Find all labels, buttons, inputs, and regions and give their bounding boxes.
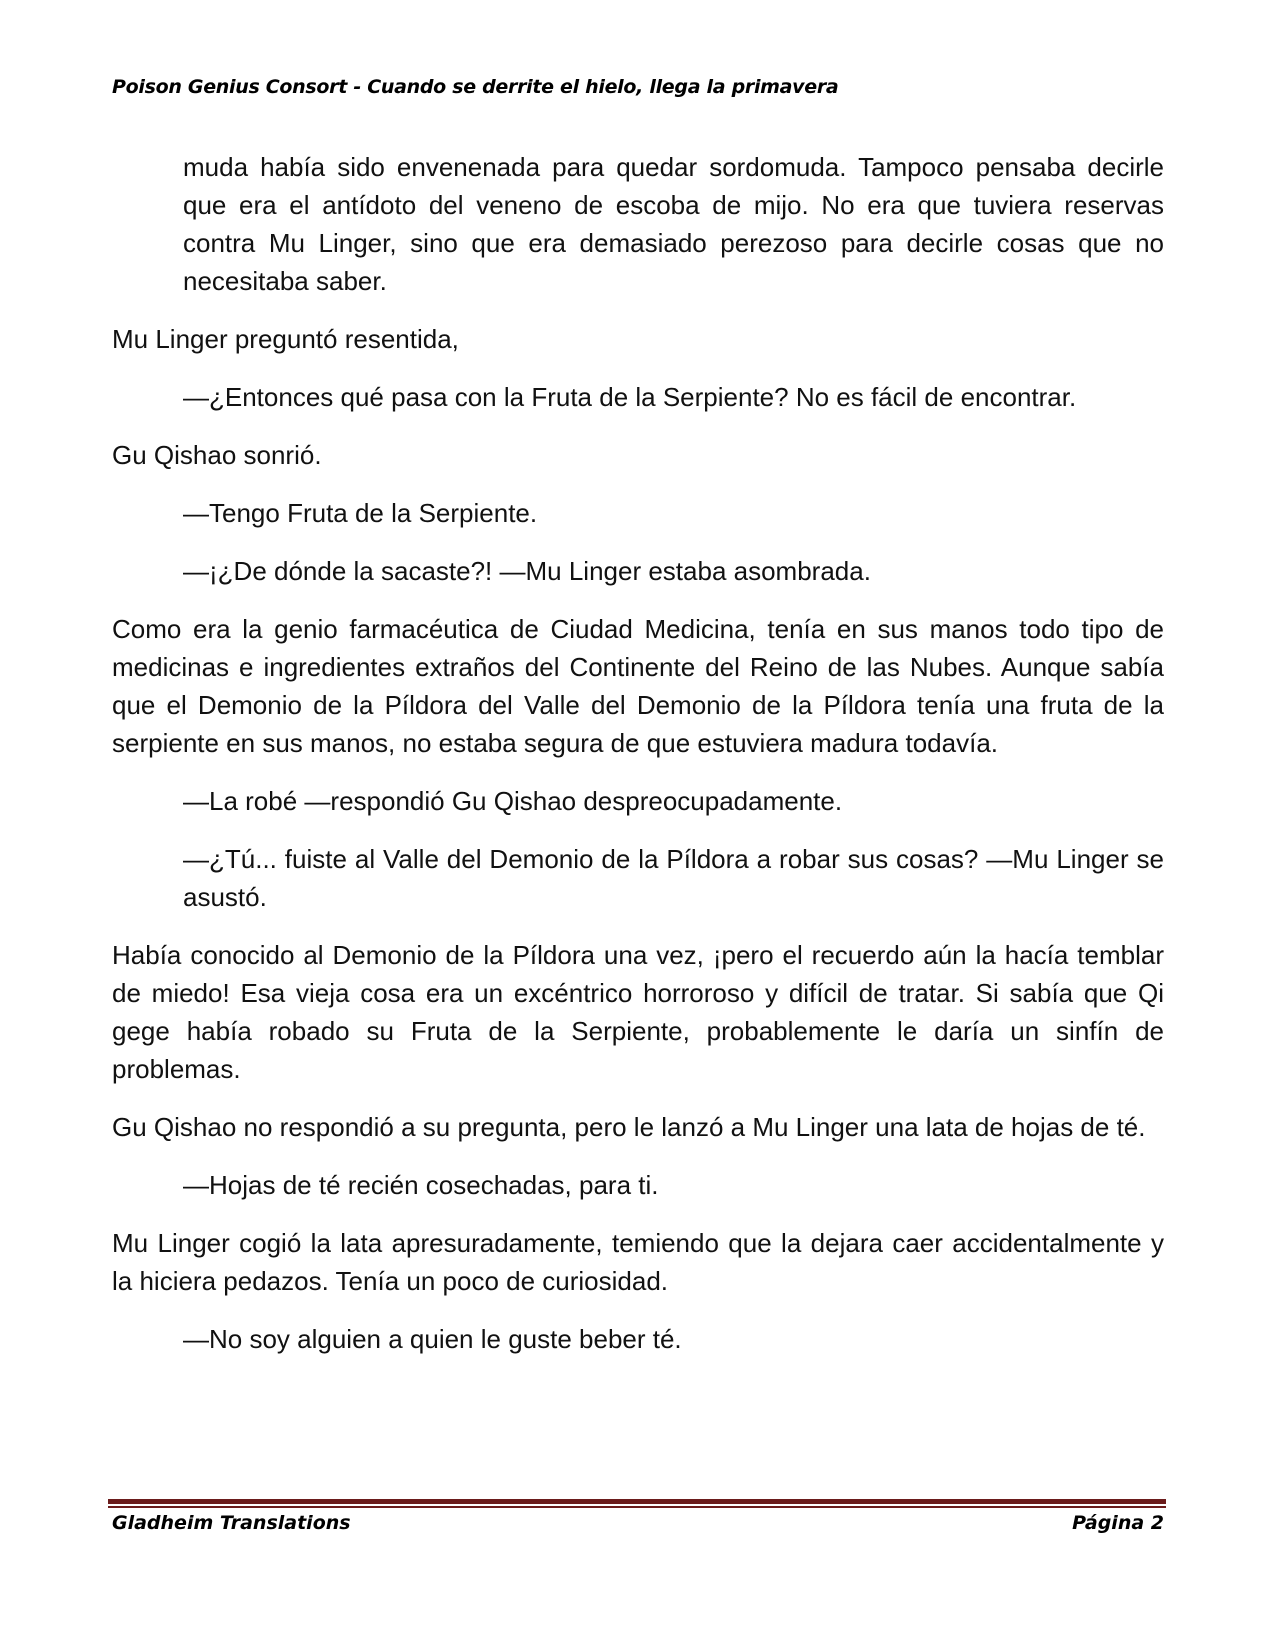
paragraph: Como era la genio farmacéutica de Ciudad Medicina, tenía en sus manos todo tipo de medicinas e ingredientes extraños del Continente del Reino de las Nubes. Aunque sabía que el Demonio de la Píldora del Valle del Demonio de la Píldora tenía una fruta de la serpiente en sus manos, no estaba segura de que estuviera madura todavía. [112, 614, 1164, 758]
page-number: Página 2 [1072, 1512, 1164, 1534]
paragraph: —¿Entonces qué pasa con la Fruta de la Serpiente? No es fácil de encontrar. [183, 382, 1077, 412]
paragraph: Mu Linger cogió la lata apresuradamente, temiendo que la dejara caer accidentalmente y la hiciera pedazos. Tenía un poco de curiosidad. [112, 1228, 1164, 1296]
paragraph: —Tengo Fruta de la Serpiente. [183, 498, 538, 528]
body-text [112, 148, 1164, 1378]
footer-rule-thick [108, 1499, 1166, 1504]
paragraph: —¿Tú... fuiste al Valle del Demonio de la Píldora a robar sus cosas? —Mu Linger se asustó. [183, 844, 1164, 912]
paragraph: muda había sido envenenada para quedar sordomuda. Tampoco pensaba decirle que era el antídoto del veneno de escoba de mijo. No era que tuviera reservas contra Mu Linger, sino que era demasiado perezoso para decirle cosas que no necesitaba saber. [183, 152, 1164, 296]
footer-rule-thin [108, 1506, 1166, 1508]
paragraph: —La robé —respondió Gu Qishao despreocupadamente. [183, 786, 843, 816]
paragraph: Había conocido al Demonio de la Píldora una vez, ¡pero el recuerdo aún la hacía temblar de miedo! Esa vieja cosa era un excéntrico horroroso y difícil de tratar. Si sabía que Qi gege había robado su Fruta de la Serpiente, probablemente le daría un sinfín de problemas. [112, 940, 1164, 1084]
running-header: Poison Genius Consort - Cuando se derrite el hielo, llega la primavera [112, 76, 839, 98]
paragraph: —No soy alguien a quien le guste beber té. [183, 1324, 682, 1354]
paragraph: Mu Linger preguntó resentida, [112, 324, 459, 354]
paragraph: —Hojas de té recién cosechadas, para ti. [183, 1170, 659, 1200]
paragraph: —¡¿De dónde la sacaste?! —Mu Linger estaba asombrada. [183, 556, 871, 586]
footer-credit: Gladheim Translations [112, 1512, 351, 1534]
paragraph: Gu Qishao no respondió a su pregunta, pero le lanzó a Mu Linger una lata de hojas de té. [112, 1112, 1146, 1142]
paragraph: Gu Qishao sonrió. [112, 440, 322, 470]
